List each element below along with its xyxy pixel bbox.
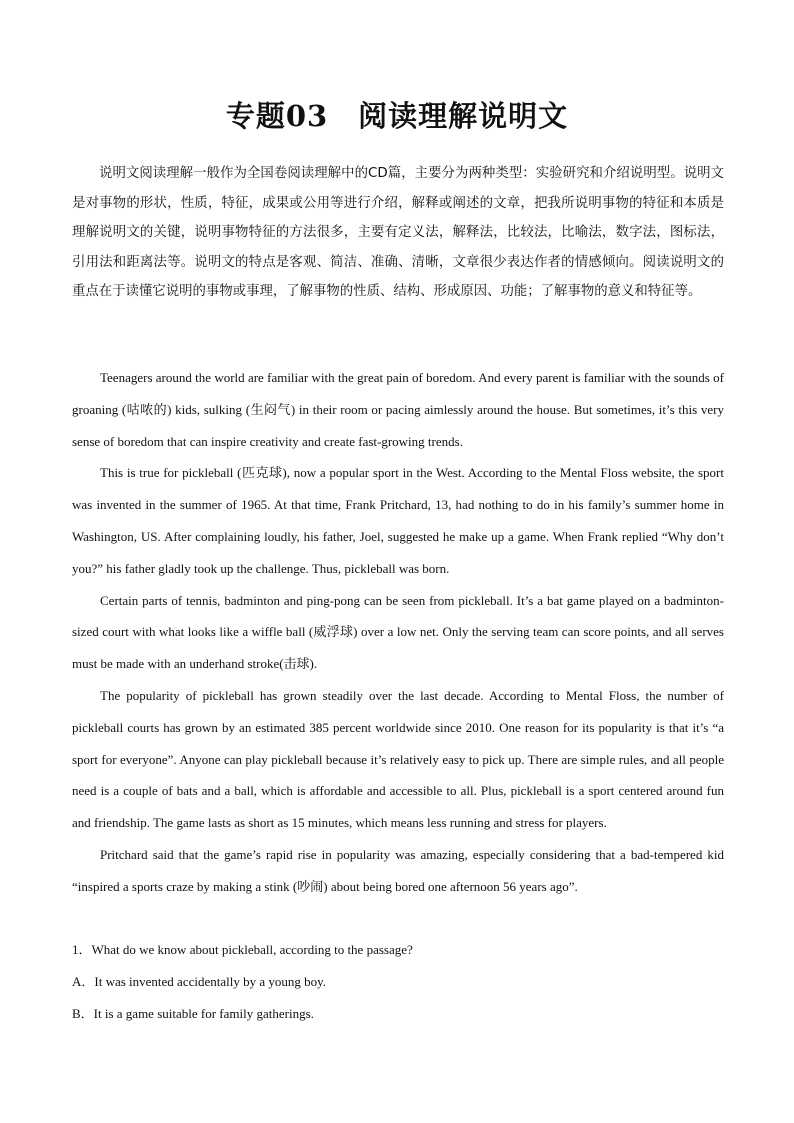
reading-passage — [72, 362, 724, 903]
passage-paragraph-3: Certain parts of tennis, badminton and ping-pong can be seen from pickleball. It’s a bat game played on a badminton-sized court with what looks like a wiffle ball (威浮球) over a low net. Only the serving team can score points, and all serves must be made with an underhand stroke(击球). — [72, 592, 724, 672]
intro-paragraph: 说明文阅读理解一般作为全国卷阅读理解中的CD篇，主要分为两种类型：实验研究和介绍说明型。说明文是对事物的形状，性质，特征，成果或公用等进行介绍，解释或阐述的文章，把我所说明事物的特征和本质是理解说明文的关键，说明事物特征的方法很多，主要有定义法，解释法，比较法，比喻法，数字法，图标法，引用法和距离法等。说明文的特点是客观、简洁、准确、清晰，文章很少表达作者的情感倾向。阅读说明文的重点在于读懂它说明的事物或事理，了解事物的性质、结构、形成原因、功能；了解事物的意义和特征等。 — [72, 166, 724, 299]
passage-paragraph-1: Teenagers around the world are familiar with the great pain of boredom. And every parent is familiar with the sounds of groaning (咕哝的) kids, sulking (生闷气) in their room or pacing aimlessly around the house. But sometimes, it’s this very sense of boredom that can inspire creativity and create fast-growing trends. — [72, 370, 724, 449]
passage-paragraph-5: Pritchard said that the game’s rapid rise in popularity was amazing, especially considering that a bad-tempered kid “inspired a sports craze by making a stink (吵闹) about being bored one afternoon 56 years ago”. — [72, 846, 724, 894]
passage-paragraph-2: This is true for pickleball (匹克球), now a popular sport in the West. According to the Mental Floss website, the sport was invented in the summer of 1965. At that time, Frank Pritchard, 13, had nothing to do in his family’s summer home in Washington, US. After complaining loudly, his father, Joel, suggested he make up a game. When Frank replied “Why don’t you?” his father gladly took up the challenge. Thus, pickleball was born. — [72, 465, 724, 576]
option-b: B．It is a game suitable for family gatherings. — [72, 1005, 314, 1021]
option-a: A．It was invented accidentally by a young boy. — [72, 973, 327, 989]
passage-paragraph-4: The popularity of pickleball has grown steadily over the last decade. According to Mental Floss, the number of pickleball courts has grown by an estimated 385 percent worldwide since 2010. One reason for its popularity is that it’s “a sport for everyone”. Anyone can play pickleball because it’s relatively easy to pick up. There are simple rules, and all people need is a couple of bats and a ball, which is affordable and accessible to all. Plus, pickleball is a sport centered around fun and friendship. The game lasts as short as 15 minutes, which means less running and stress for players. — [72, 687, 724, 831]
question-stem: 1．What do we know about pickleball, according to the passage? — [72, 942, 413, 957]
question-block — [72, 934, 724, 1029]
page-title: 专题03 阅读理解说明文 — [225, 99, 569, 133]
